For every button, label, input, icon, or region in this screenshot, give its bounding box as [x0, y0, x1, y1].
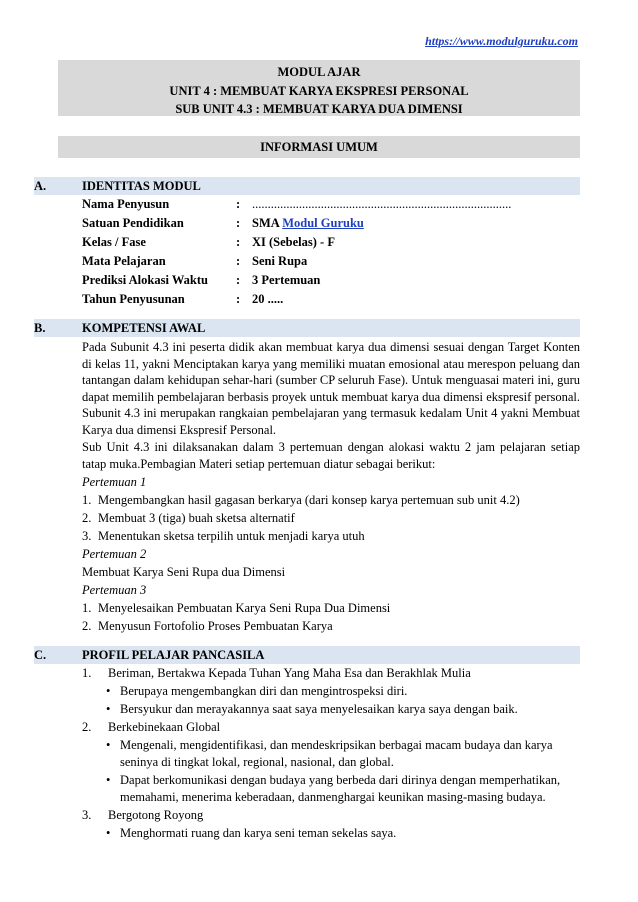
- meeting-label: Pertemuan 1: [82, 475, 147, 489]
- schedule-paragraph: Sub Unit 4.3 ini dilaksanakan dalam 3 pertemuan dengan alokasi waktu 2 jam pelajaran setiap tatap muka.Pembagian Materi setiap pertemuan diatur sebagai berikut:: [82, 440, 580, 471]
- profile-item: [82, 806, 203, 824]
- identity-colon: :: [236, 292, 241, 306]
- school-prefix: SMA: [252, 216, 283, 230]
- section-letter: C.: [34, 648, 47, 662]
- identity-value: ...................................................................................: [252, 197, 512, 211]
- section-title: IDENTITAS MODUL: [82, 179, 201, 193]
- item-number: 3.: [82, 808, 92, 822]
- school-link[interactable]: Modul Guruku: [282, 216, 364, 230]
- item-text: Menyusun Fortofolio Proses Pembuatan Karya: [98, 619, 333, 633]
- bullet-text: memahami, menerima keberadaan, danmenghargai keunikan masing-masing budaya.: [120, 790, 546, 804]
- module-title-block: [58, 60, 580, 116]
- item-number: 1.: [82, 666, 92, 680]
- meeting-label: Pertemuan 2: [82, 547, 147, 561]
- bullet-icon: •: [106, 702, 111, 716]
- section-b-heading: [34, 319, 580, 337]
- item-number: 2.: [82, 619, 92, 633]
- list-item: [82, 617, 333, 635]
- bullet-text: Dapat berkomunikasi dengan budaya yang berbeda dari dirinya dengan memperhatikan,: [120, 773, 561, 787]
- identity-label: Prediksi Alokasi Waktu: [82, 273, 208, 287]
- identity-label: Satuan Pendidikan: [82, 216, 184, 230]
- meeting-text: Membuat Karya Seni Rupa dua Dimensi: [82, 565, 286, 579]
- identity-colon: :: [236, 273, 241, 287]
- item-text: Membuat 3 (tiga) buah sketsa alternatif: [98, 511, 295, 525]
- section-letter: B.: [34, 321, 46, 335]
- section-title: PROFIL PELAJAR PANCASILA: [82, 648, 265, 662]
- module-title-line: MODUL AJAR: [277, 65, 361, 79]
- section-title: KOMPETENSI AWAL: [82, 321, 206, 335]
- subunit-title-line: SUB UNIT 4.3 : MEMBUAT KARYA DUA DIMENSI: [175, 102, 463, 116]
- item-text: Menyelesaikan Pembuatan Karya Seni Rupa Dua Dimensi: [98, 601, 391, 615]
- list-item: [82, 491, 520, 509]
- source-url-link[interactable]: https://www.modulguruku.com: [425, 34, 578, 48]
- identity-label: Nama Penyusun: [82, 197, 170, 211]
- identity-colon: :: [236, 216, 241, 230]
- section-c-heading: [34, 646, 580, 664]
- list-item: [82, 509, 295, 527]
- identity-label: Kelas / Fase: [82, 235, 146, 249]
- item-text: Menentukan sketsa terpilih untuk menjadi karya utuh: [98, 529, 365, 543]
- identity-colon: :: [236, 254, 241, 268]
- unit-title-line: UNIT 4 : MEMBUAT KARYA EKSPRESI PERSONAL: [169, 83, 469, 98]
- item-text: Berkebinekaan Global: [108, 720, 221, 734]
- bullet-text: seninya di tingkat lokal, regional, nasional, dan global.: [120, 755, 394, 769]
- section-a-heading: [34, 177, 580, 195]
- bullet-icon: •: [106, 738, 111, 752]
- item-text: Bergotong Royong: [108, 808, 204, 822]
- section-letter: A.: [34, 179, 47, 193]
- bullet-icon: •: [106, 826, 111, 840]
- item-number: 1.: [82, 493, 92, 507]
- profile-item: [82, 664, 471, 682]
- item-number: 1.: [82, 601, 92, 615]
- identity-colon: :: [236, 235, 241, 249]
- item-number: 2.: [82, 511, 92, 525]
- identity-value: 3 Pertemuan: [252, 273, 321, 287]
- item-text: Mengembangkan hasil gagasan berkarya (dari konsep karya pertemuan sub unit 4.2): [98, 493, 520, 507]
- identity-colon: :: [236, 197, 241, 211]
- bullet-text: Bersyukur dan merayakannya saat saya menyelesaikan karya saya dengan baik.: [120, 702, 518, 716]
- identity-value: [252, 214, 364, 233]
- item-number: 3.: [82, 529, 92, 543]
- bullet-text: Menghormati ruang dan karya seni teman sekelas saya.: [120, 826, 397, 840]
- list-item: [82, 599, 390, 617]
- bullet-text: Mengenali, mengidentifikasi, dan mendeskripsikan berbagai macam budaya dan karya: [120, 738, 553, 752]
- identity-value: XI (Sebelas) - F: [252, 235, 335, 249]
- identity-label: Mata Pelajaran: [82, 254, 166, 268]
- item-number: 2.: [82, 720, 92, 734]
- meeting-label: Pertemuan 3: [82, 583, 147, 597]
- identity-value: 20 .....: [252, 292, 284, 306]
- list-item: [82, 527, 365, 545]
- bullet-icon: •: [106, 773, 111, 787]
- competency-paragraph: Pada Subunit 4.3 ini peserta didik akan membuat karya dua dimensi sesuai dengan Target Konten di kelas 11, yakni Menciptakan karya yang memiliki muatan emosional atau merespon peluang dan tantangan dalam kehidupan sehar-hari (sumber CP seluruh Fase). Untuk menguasai materi ini, guru dapat memilih pembelajaran berbasis proyek untuk membuat karya dua dimensi ekspresif personal. Subunit 4.3 ini merupakan rangkaian pembelajaran yang termasuk kedalam Unit 4 yakni Membuat Karya dua dimensi Ekspresif Personal.: [82, 340, 580, 437]
- identity-value: Seni Rupa: [252, 254, 308, 268]
- bullet-text: Berupaya mengembangkan diri dan mengintrospeksi diri.: [120, 684, 408, 698]
- bullet-icon: •: [106, 684, 111, 698]
- identity-label: Tahun Penyusunan: [82, 292, 185, 306]
- item-text: Beriman, Bertakwa Kepada Tuhan Yang Maha Esa dan Berakhlak Mulia: [108, 666, 471, 680]
- info-header: INFORMASI UMUM: [58, 136, 580, 158]
- profile-item: [82, 718, 220, 736]
